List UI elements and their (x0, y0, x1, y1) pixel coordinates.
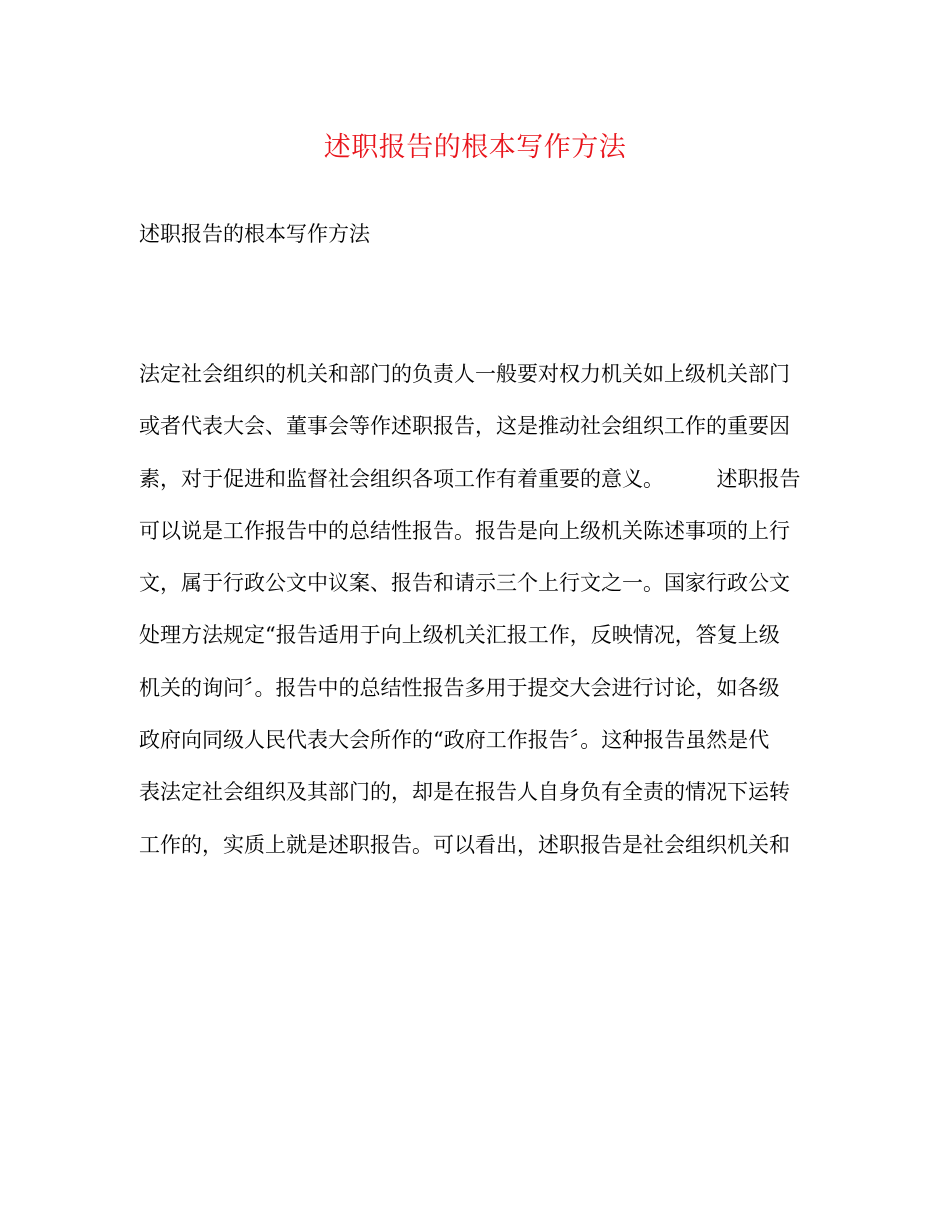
body-line: 可以说是工作报告中的总结性报告。报告是向上级机关陈述事项的上行 (139, 518, 790, 543)
body-line: 文，属于行政公文中议案、报告和请示三个上行文之一。国家行政公文 (139, 571, 790, 596)
body-line: 处理方法规定“报告适用于向上级机关汇报工作，反映情况，答复上级 (139, 623, 780, 648)
body-line: 表法定社会组织及其部门的，却是在报告人自身负有全责的情况下运转 (139, 780, 790, 805)
document-title: 述职报告的根本写作方法 (323, 132, 627, 163)
body-line: 素，对于促进和监督社会组织各项工作有着重要的意义。 述职报告 (139, 466, 801, 491)
body-line: 机关的询问〞。报告中的总结性报告多用于提交大会进行讨论，如各级 (139, 675, 780, 700)
body-line: 法定社会组织的机关和部门的负责人一般要对权力机关如上级机关部门 (139, 362, 790, 386)
document-subtitle: 述职报告的根本写作方法 (139, 222, 370, 246)
body-line: 工作的，实质上就是述职报告。可以看出，述职报告是社会组织机关和 (139, 832, 790, 857)
document-body (139, 356, 814, 879)
body-line: 政府向同级人民代表大会所作的“政府工作报告〞。这种报告虽然是代 (139, 728, 770, 753)
body-line: 或者代表大会、董事会等作述职报告，这是推动社会组织工作的重要因 (139, 414, 790, 439)
